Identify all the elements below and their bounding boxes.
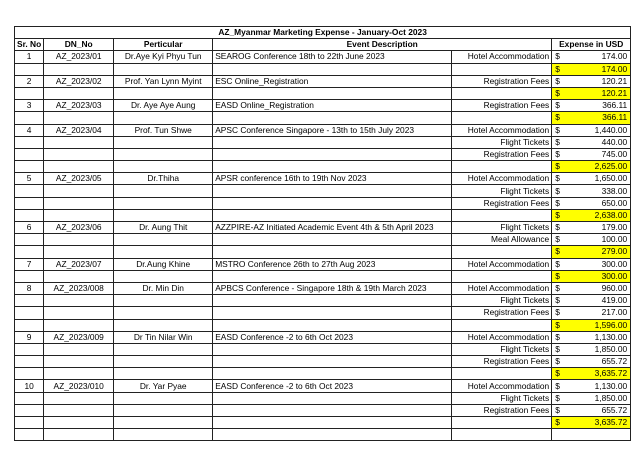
dn-no-cell: AZ_2023/008: [44, 282, 114, 294]
dn-no-cell: AZ_2023/02: [44, 75, 114, 87]
event-description-cell: [213, 307, 452, 319]
category-cell: Flight Tickets: [452, 136, 552, 148]
sheet-title: AZ_Myanmar Marketing Expense - January-Oct 2023: [15, 27, 631, 39]
total-row: [15, 270, 631, 282]
currency-cell: $: [552, 197, 563, 209]
dn-no-cell: [44, 368, 114, 380]
sr-no-cell: [15, 87, 44, 99]
sr-no-cell: 5: [15, 173, 44, 185]
amount-cell: 440.00: [563, 136, 631, 148]
amount-cell: 338.00: [563, 185, 631, 197]
currency-cell: $: [552, 270, 563, 282]
particular-cell: [114, 295, 213, 307]
event-description-cell: [213, 319, 452, 331]
currency-cell: $: [552, 404, 563, 416]
currency-cell: $: [552, 246, 563, 258]
particular-cell: [114, 392, 213, 404]
dn-no-cell: [44, 392, 114, 404]
table-row: [15, 124, 631, 136]
category-cell: Registration Fees: [452, 307, 552, 319]
particular-cell: Dr. Yar Pyae: [114, 380, 213, 392]
amount-cell: 100.00: [563, 234, 631, 246]
category-cell: Flight Tickets: [452, 295, 552, 307]
currency-cell: $: [552, 258, 563, 270]
title-row: [15, 27, 631, 39]
dn-no-cell: [44, 185, 114, 197]
amount-cell: 1,850.00: [563, 392, 631, 404]
dn-no-cell: [44, 319, 114, 331]
amount-cell: 655.72: [563, 356, 631, 368]
category-cell: [452, 87, 552, 99]
dn-no-cell: [44, 356, 114, 368]
dn-no-cell: [44, 161, 114, 173]
currency-cell: $: [552, 343, 563, 355]
amount-cell: 120.21: [563, 87, 631, 99]
currency-cell: $: [552, 417, 563, 429]
dn-no-cell: [44, 112, 114, 124]
sr-no-cell: 10: [15, 380, 44, 392]
table-row: [15, 343, 631, 355]
category-cell: [452, 63, 552, 75]
currency-cell: $: [552, 282, 563, 294]
currency-cell: $: [552, 161, 563, 173]
dn-no-cell: [44, 148, 114, 160]
currency-cell: $: [552, 307, 563, 319]
empty-row: [15, 429, 631, 441]
event-description-cell: EASD Conference -2 to 6th Oct 2023: [213, 380, 452, 392]
sr-no-cell: [15, 246, 44, 258]
dn-no-cell: [44, 307, 114, 319]
event-description-cell: [213, 197, 452, 209]
currency-cell: $: [552, 51, 563, 63]
category-cell: Hotel Accommodation: [452, 173, 552, 185]
total-row: [15, 87, 631, 99]
amount-cell: 3,635.72: [563, 368, 631, 380]
sr-no-cell: [15, 392, 44, 404]
amount-cell: 419.00: [563, 295, 631, 307]
sr-no-cell: 4: [15, 124, 44, 136]
amount-cell: 2,625.00: [563, 161, 631, 173]
amount-cell: 179.00: [563, 222, 631, 234]
dn-no-cell: [44, 417, 114, 429]
particular-cell: [114, 404, 213, 416]
dn-no-cell: AZ_2023/009: [44, 331, 114, 343]
particular-cell: Dr. Aung Thit: [114, 222, 213, 234]
empty-cell: [552, 429, 563, 441]
category-cell: Registration Fees: [452, 404, 552, 416]
sr-no-cell: [15, 356, 44, 368]
sr-no-cell: [15, 112, 44, 124]
event-description-cell: AZZPIRE-AZ Initiated Academic Event 4th & 5th April 2023: [213, 222, 452, 234]
table-row: [15, 75, 631, 87]
event-description-cell: APSR conference 16th to 19th Nov 2023: [213, 173, 452, 185]
table-row: [15, 331, 631, 343]
amount-cell: 300.00: [563, 258, 631, 270]
table-row: [15, 197, 631, 209]
sr-no-cell: [15, 319, 44, 331]
sr-no-cell: [15, 417, 44, 429]
particular-cell: [114, 356, 213, 368]
particular-cell: [114, 63, 213, 75]
event-description-cell: [213, 392, 452, 404]
empty-cell: [563, 429, 631, 441]
amount-cell: 655.72: [563, 404, 631, 416]
particular-cell: [114, 112, 213, 124]
currency-cell: $: [552, 124, 563, 136]
sr-no-cell: 1: [15, 51, 44, 63]
category-cell: Flight Tickets: [452, 185, 552, 197]
total-row: [15, 417, 631, 429]
category-cell: Registration Fees: [452, 356, 552, 368]
sr-no-cell: [15, 209, 44, 221]
category-cell: Hotel Accommodation: [452, 258, 552, 270]
category-cell: Registration Fees: [452, 148, 552, 160]
category-cell: Registration Fees: [452, 75, 552, 87]
particular-cell: [114, 417, 213, 429]
category-cell: [452, 246, 552, 258]
category-cell: [452, 368, 552, 380]
currency-cell: $: [552, 380, 563, 392]
dn-no-cell: AZ_2023/010: [44, 380, 114, 392]
table-row: [15, 185, 631, 197]
total-row: [15, 112, 631, 124]
total-row: [15, 209, 631, 221]
header-expense-usd: Expense in USD: [552, 39, 631, 51]
sr-no-cell: 6: [15, 222, 44, 234]
currency-cell: $: [552, 173, 563, 185]
event-description-cell: [213, 209, 452, 221]
particular-cell: [114, 307, 213, 319]
event-description-cell: [213, 136, 452, 148]
sr-no-cell: [15, 368, 44, 380]
header-row: [15, 39, 631, 51]
empty-cell: [213, 429, 452, 441]
currency-cell: $: [552, 63, 563, 75]
amount-cell: 3,635.72: [563, 417, 631, 429]
total-row: [15, 63, 631, 75]
empty-cell: [114, 429, 213, 441]
dn-no-cell: AZ_2023/06: [44, 222, 114, 234]
amount-cell: 1,130.00: [563, 380, 631, 392]
amount-cell: 120.21: [563, 75, 631, 87]
total-row: [15, 161, 631, 173]
particular-cell: [114, 270, 213, 282]
table-row: [15, 148, 631, 160]
event-description-cell: [213, 404, 452, 416]
currency-cell: $: [552, 185, 563, 197]
event-description-cell: [213, 87, 452, 99]
dn-no-cell: [44, 209, 114, 221]
table-row: [15, 51, 631, 63]
event-description-cell: EASD Online_Registration: [213, 100, 452, 112]
category-cell: [452, 319, 552, 331]
dn-no-cell: [44, 270, 114, 282]
amount-cell: 174.00: [563, 51, 631, 63]
amount-cell: 366.11: [563, 100, 631, 112]
amount-cell: 1,130.00: [563, 331, 631, 343]
total-row: [15, 319, 631, 331]
empty-cell: [44, 429, 114, 441]
header-sr-no: Sr. No: [15, 39, 44, 51]
particular-cell: [114, 209, 213, 221]
sr-no-cell: [15, 307, 44, 319]
event-description-cell: [213, 63, 452, 75]
table-row: [15, 282, 631, 294]
event-description-cell: [213, 417, 452, 429]
sr-no-cell: [15, 343, 44, 355]
dn-no-cell: [44, 197, 114, 209]
amount-cell: 2,638.00: [563, 209, 631, 221]
currency-cell: $: [552, 356, 563, 368]
sr-no-cell: [15, 148, 44, 160]
currency-cell: $: [552, 234, 563, 246]
particular-cell: [114, 234, 213, 246]
expense-table: [14, 26, 631, 441]
event-description-cell: [213, 270, 452, 282]
table-row: [15, 234, 631, 246]
table-row: [15, 173, 631, 185]
sr-no-cell: [15, 185, 44, 197]
category-cell: Registration Fees: [452, 100, 552, 112]
table-row: [15, 307, 631, 319]
currency-cell: $: [552, 331, 563, 343]
currency-cell: $: [552, 295, 563, 307]
event-description-cell: [213, 234, 452, 246]
currency-cell: $: [552, 148, 563, 160]
particular-cell: [114, 87, 213, 99]
currency-cell: $: [552, 100, 563, 112]
table-row: [15, 258, 631, 270]
dn-no-cell: [44, 246, 114, 258]
dn-no-cell: AZ_2023/01: [44, 51, 114, 63]
amount-cell: 1,440.00: [563, 124, 631, 136]
event-description-cell: [213, 185, 452, 197]
currency-cell: $: [552, 136, 563, 148]
amount-cell: 300.00: [563, 270, 631, 282]
category-cell: Flight Tickets: [452, 392, 552, 404]
dn-no-cell: [44, 343, 114, 355]
event-description-cell: APSC Conference Singapore - 13th to 15th July 2023: [213, 124, 452, 136]
dn-no-cell: [44, 136, 114, 148]
table-row: [15, 100, 631, 112]
dn-no-cell: [44, 63, 114, 75]
event-description-cell: [213, 295, 452, 307]
sr-no-cell: 8: [15, 282, 44, 294]
category-cell: [452, 161, 552, 173]
dn-no-cell: [44, 87, 114, 99]
amount-cell: 1,850.00: [563, 343, 631, 355]
table-row: [15, 295, 631, 307]
expense-sheet: [14, 26, 631, 441]
particular-cell: [114, 197, 213, 209]
dn-no-cell: AZ_2023/04: [44, 124, 114, 136]
sr-no-cell: [15, 161, 44, 173]
header-event-description: Event Description: [213, 39, 552, 51]
table-row: [15, 392, 631, 404]
currency-cell: $: [552, 392, 563, 404]
dn-no-cell: [44, 295, 114, 307]
particular-cell: Dr. Min Din: [114, 282, 213, 294]
category-cell: [452, 112, 552, 124]
particular-cell: Dr Tin Nilar Win: [114, 331, 213, 343]
category-cell: Hotel Accommodation: [452, 331, 552, 343]
particular-cell: Dr. Aye Aye Aung: [114, 100, 213, 112]
sr-no-cell: [15, 197, 44, 209]
particular-cell: [114, 343, 213, 355]
particular-cell: Dr.Thiha: [114, 173, 213, 185]
dn-no-cell: AZ_2023/07: [44, 258, 114, 270]
event-description-cell: MSTRO Conference 26th to 27th Aug 2023: [213, 258, 452, 270]
category-cell: Hotel Accommodation: [452, 380, 552, 392]
category-cell: Flight Tickets: [452, 343, 552, 355]
table-row: [15, 404, 631, 416]
table-row: [15, 380, 631, 392]
sr-no-cell: [15, 234, 44, 246]
event-description-cell: [213, 148, 452, 160]
total-row: [15, 368, 631, 380]
currency-cell: $: [552, 319, 563, 331]
sr-no-cell: 9: [15, 331, 44, 343]
event-description-cell: [213, 246, 452, 258]
event-description-cell: [213, 161, 452, 173]
dn-no-cell: [44, 404, 114, 416]
currency-cell: $: [552, 368, 563, 380]
event-description-cell: APBCS Conference - Singapore 18th & 19th March 2023: [213, 282, 452, 294]
empty-cell: [452, 429, 552, 441]
particular-cell: [114, 368, 213, 380]
particular-cell: [114, 319, 213, 331]
event-description-cell: ESC Online_Registration: [213, 75, 452, 87]
dn-no-cell: AZ_2023/05: [44, 173, 114, 185]
dn-no-cell: [44, 234, 114, 246]
amount-cell: 1,596.00: [563, 319, 631, 331]
dn-no-cell: AZ_2023/03: [44, 100, 114, 112]
amount-cell: 217.00: [563, 307, 631, 319]
category-cell: Flight Tickets: [452, 222, 552, 234]
amount-cell: 745.00: [563, 148, 631, 160]
sr-no-cell: [15, 63, 44, 75]
sr-no-cell: [15, 404, 44, 416]
particular-cell: [114, 136, 213, 148]
currency-cell: $: [552, 75, 563, 87]
table-row: [15, 136, 631, 148]
category-cell: Registration Fees: [452, 197, 552, 209]
category-cell: Meal Allowance: [452, 234, 552, 246]
sr-no-cell: 7: [15, 258, 44, 270]
category-cell: [452, 270, 552, 282]
event-description-cell: [213, 343, 452, 355]
sr-no-cell: 3: [15, 100, 44, 112]
table-row: [15, 356, 631, 368]
particular-cell: Dr.Aung Khine: [114, 258, 213, 270]
amount-cell: 650.00: [563, 197, 631, 209]
amount-cell: 174.00: [563, 63, 631, 75]
category-cell: [452, 417, 552, 429]
amount-cell: 279.00: [563, 246, 631, 258]
header-particular: Perticular: [114, 39, 213, 51]
particular-cell: Prof. Yan Lynn Myint: [114, 75, 213, 87]
event-description-cell: [213, 356, 452, 368]
particular-cell: Dr.Aye Kyi Phyu Tun: [114, 51, 213, 63]
currency-cell: $: [552, 209, 563, 221]
particular-cell: Prof. Tun Shwe: [114, 124, 213, 136]
amount-cell: 960.00: [563, 282, 631, 294]
currency-cell: $: [552, 222, 563, 234]
category-cell: Hotel Accommodation: [452, 282, 552, 294]
empty-cell: [15, 429, 44, 441]
particular-cell: [114, 148, 213, 160]
table-row: [15, 222, 631, 234]
sr-no-cell: [15, 136, 44, 148]
sr-no-cell: [15, 270, 44, 282]
category-cell: Hotel Accommodation: [452, 124, 552, 136]
sr-no-cell: [15, 295, 44, 307]
amount-cell: 366.11: [563, 112, 631, 124]
header-dn-no: DN_No: [44, 39, 114, 51]
event-description-cell: [213, 368, 452, 380]
particular-cell: [114, 185, 213, 197]
particular-cell: [114, 161, 213, 173]
event-description-cell: EASD Conference -2 to 6th Oct 2023: [213, 331, 452, 343]
sr-no-cell: 2: [15, 75, 44, 87]
category-cell: Hotel Accommodation: [452, 51, 552, 63]
particular-cell: [114, 246, 213, 258]
total-row: [15, 246, 631, 258]
currency-cell: $: [552, 112, 563, 124]
currency-cell: $: [552, 87, 563, 99]
amount-cell: 1,650.00: [563, 173, 631, 185]
event-description-cell: SEAROG Conference 18th to 22th June 2023: [213, 51, 452, 63]
event-description-cell: [213, 112, 452, 124]
category-cell: [452, 209, 552, 221]
